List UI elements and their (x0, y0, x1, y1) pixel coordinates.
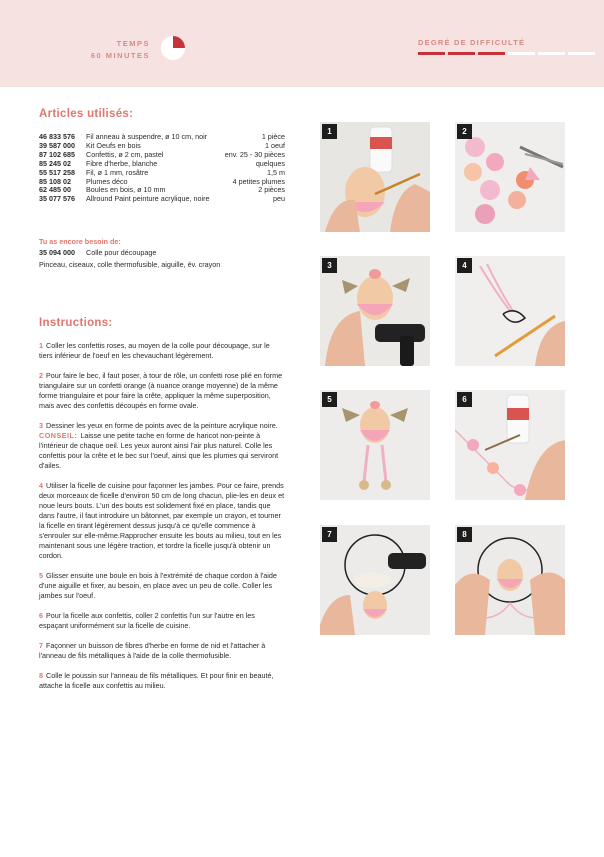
step-text: Colle le poussin sur l'anneau de fils métalliques. Et pour finir en beauté, attache la ficelle aux confettis au milieu. (39, 671, 274, 690)
material-qty: env. 25 - 30 pièces (224, 149, 285, 159)
materials-table (39, 133, 285, 204)
extra-tools: Pinceau, ciseaux, colle thermofusible, aiguille, év. crayon (39, 260, 221, 269)
tip-label: CONSEIL: (39, 431, 78, 440)
material-row (39, 133, 285, 142)
step-number: 7 (39, 641, 43, 650)
step-text: Façonner un buisson de fibres d'herbe en forme de nid et l'attacher à l'anneau de fils métalliques à l'aide de la colle thermofusible. (39, 641, 266, 660)
material-row (39, 160, 285, 169)
material-number: 35 077 576 (39, 194, 75, 204)
instruction-step (39, 571, 285, 601)
step-number: 4 (39, 481, 43, 490)
step-photo-8 (455, 525, 565, 635)
material-number: 55 517 258 (39, 167, 75, 177)
step-badge-5: 5 (322, 392, 337, 407)
instruction-step (39, 611, 285, 631)
step-photo-2 (455, 122, 565, 232)
step-badge-1: 1 (322, 124, 337, 139)
difficulty-meter (418, 52, 595, 55)
step-number: 1 (39, 341, 43, 350)
step-photo-7 (320, 525, 430, 635)
step-badge-8: 8 (457, 527, 472, 542)
extra-item-number: 35 094 000 (39, 248, 75, 257)
material-number: 85 245 02 (39, 158, 71, 168)
step-photo-1 (320, 122, 430, 232)
step-photo-6 (455, 390, 565, 500)
step-photo-4 (455, 256, 565, 366)
step-text: Coller les confettis roses, au moyen de la colle pour découpage, sur le tiers inférieur de l'oeuf en les chevauchant légèrement. (39, 341, 270, 360)
material-number: 85 108 02 (39, 176, 71, 186)
difficulty-bar (448, 52, 475, 55)
step-number: 3 (39, 421, 43, 430)
instruction-step (39, 641, 285, 661)
tip-text: Laisse une petite tache en forme de haricot non-peinte à l'intérieur de chaque oeil. Les yeux auront ainsi l'air plus naturel. Colle les confettis pour la crête et le bec sur l'oeuf, ainsi que les plumes qui serviront d'ailes. (39, 431, 279, 470)
extra-item (39, 248, 156, 257)
material-desc: Kit Oeufs en bois (86, 140, 141, 150)
material-qty: 1,5 m (267, 167, 285, 177)
difficulty-bar (418, 52, 445, 55)
difficulty-bar (508, 52, 535, 55)
step-text: Pour la ficelle aux confettis, coller 2 confettis l'un sur l'autre en les espaçant uniformément sur la ficelle de cuisine. (39, 611, 255, 630)
step-badge-2: 2 (457, 124, 472, 139)
difficulty-bar (538, 52, 565, 55)
material-desc: Boules en bois, ø 10 mm (86, 185, 166, 195)
material-qty: 1 oeuf (265, 140, 285, 150)
difficulty-bar (478, 52, 505, 55)
material-desc: Fil anneau à suspendre, ø 10 cm, noir (86, 132, 208, 141)
material-qty: quelques (255, 158, 285, 168)
material-desc: Confettis, ø 2 cm, pastel (86, 149, 164, 159)
instruction-step (39, 371, 285, 411)
material-desc: Plumes déco (86, 176, 128, 186)
instruction-step (39, 341, 285, 361)
step-badge-3: 3 (322, 258, 337, 273)
step-photo-3 (320, 256, 430, 366)
material-desc: Fil, ø 1 mm, rosâtre (86, 167, 149, 177)
step-badge-7: 7 (322, 527, 337, 542)
material-row (39, 195, 285, 204)
instructions-list (39, 341, 285, 701)
header-band (0, 0, 604, 87)
step-photo-5 (320, 390, 430, 500)
material-qty: 2 pièces (258, 185, 285, 195)
material-row (39, 151, 285, 160)
time-label (60, 38, 150, 62)
material-number: 46 833 576 (39, 132, 75, 141)
material-qty: peu (273, 194, 285, 204)
step-text: Utiliser la ficelle de cuisine pour façonner les jambes. Pour ce faire, prends deux morceaux de ficelle d'environ 50 cm de long chacun, plie-les en deux et noue leurs bouts. L'un des bouts est solidement fixé en place, tandis que dans l'autre, il faut introduire un bâtonnet, par exemple un crayon, et tourner la ficelle en tirant légèrement dessus jusqu'à ce qu'elle commence à s'enrouler sur elle-même.Rapprocher ensuite les bouts au milieu, tout en les maintenant sous une légère traction, et tordre la ficelle jusqu'à obtenir un cordon. (39, 481, 285, 560)
material-qty: 1 pièce (261, 132, 285, 141)
material-number: 62 485 00 (39, 185, 71, 195)
step-number: 2 (39, 371, 43, 380)
instruction-step (39, 481, 285, 561)
instruction-step (39, 671, 285, 691)
materials-title: Articles utilisés: (39, 108, 134, 120)
instructions-title: Instructions: (39, 317, 113, 329)
difficulty-label: DEGRÉ DE DIFFICULTÉ (418, 38, 526, 47)
extra-item-desc: Colle pour découpage (86, 248, 157, 257)
difficulty-bar (568, 52, 595, 55)
step-number: 6 (39, 611, 43, 620)
material-desc: Allround Paint peinture acrylique, noire (86, 194, 210, 204)
step-text: Pour faire le bec, il faut poser, à tour de rôle, un confetti rose plié en forme triangulaire sur un confetti orange (à nuance orange moyenne) de la même forme triangulaire et pour faire la crête, appliquer la même superposition, mais avec des confettis découpés en forme ovale. (39, 371, 283, 410)
step-number: 5 (39, 571, 43, 580)
material-desc: Fibre d'herbe, blanche (86, 158, 158, 168)
time-value: 60 MINUTES (90, 51, 150, 60)
clock-icon (161, 36, 185, 60)
instruction-step (39, 421, 285, 471)
extra-title: Tu as encore besoin de: (39, 237, 121, 246)
material-number: 39 587 000 (39, 140, 75, 150)
step-badge-4: 4 (457, 258, 472, 273)
material-number: 87 102 685 (39, 149, 75, 159)
step-text: Glisser ensuite une boule en bois à l'extrémité de chaque cordon à l'aide d'une aiguille et fixer, au besoin, en place avec un peu de colle. Coller les jambes sur l'oeuf. (39, 571, 277, 600)
step-badge-6: 6 (457, 392, 472, 407)
material-qty: 4 petites plumes (232, 176, 285, 186)
step-number: 8 (39, 671, 43, 680)
time-title: TEMPS (116, 39, 150, 48)
step-text: Dessiner les yeux en forme de points avec de la peinture acrylique noire. (46, 421, 278, 430)
